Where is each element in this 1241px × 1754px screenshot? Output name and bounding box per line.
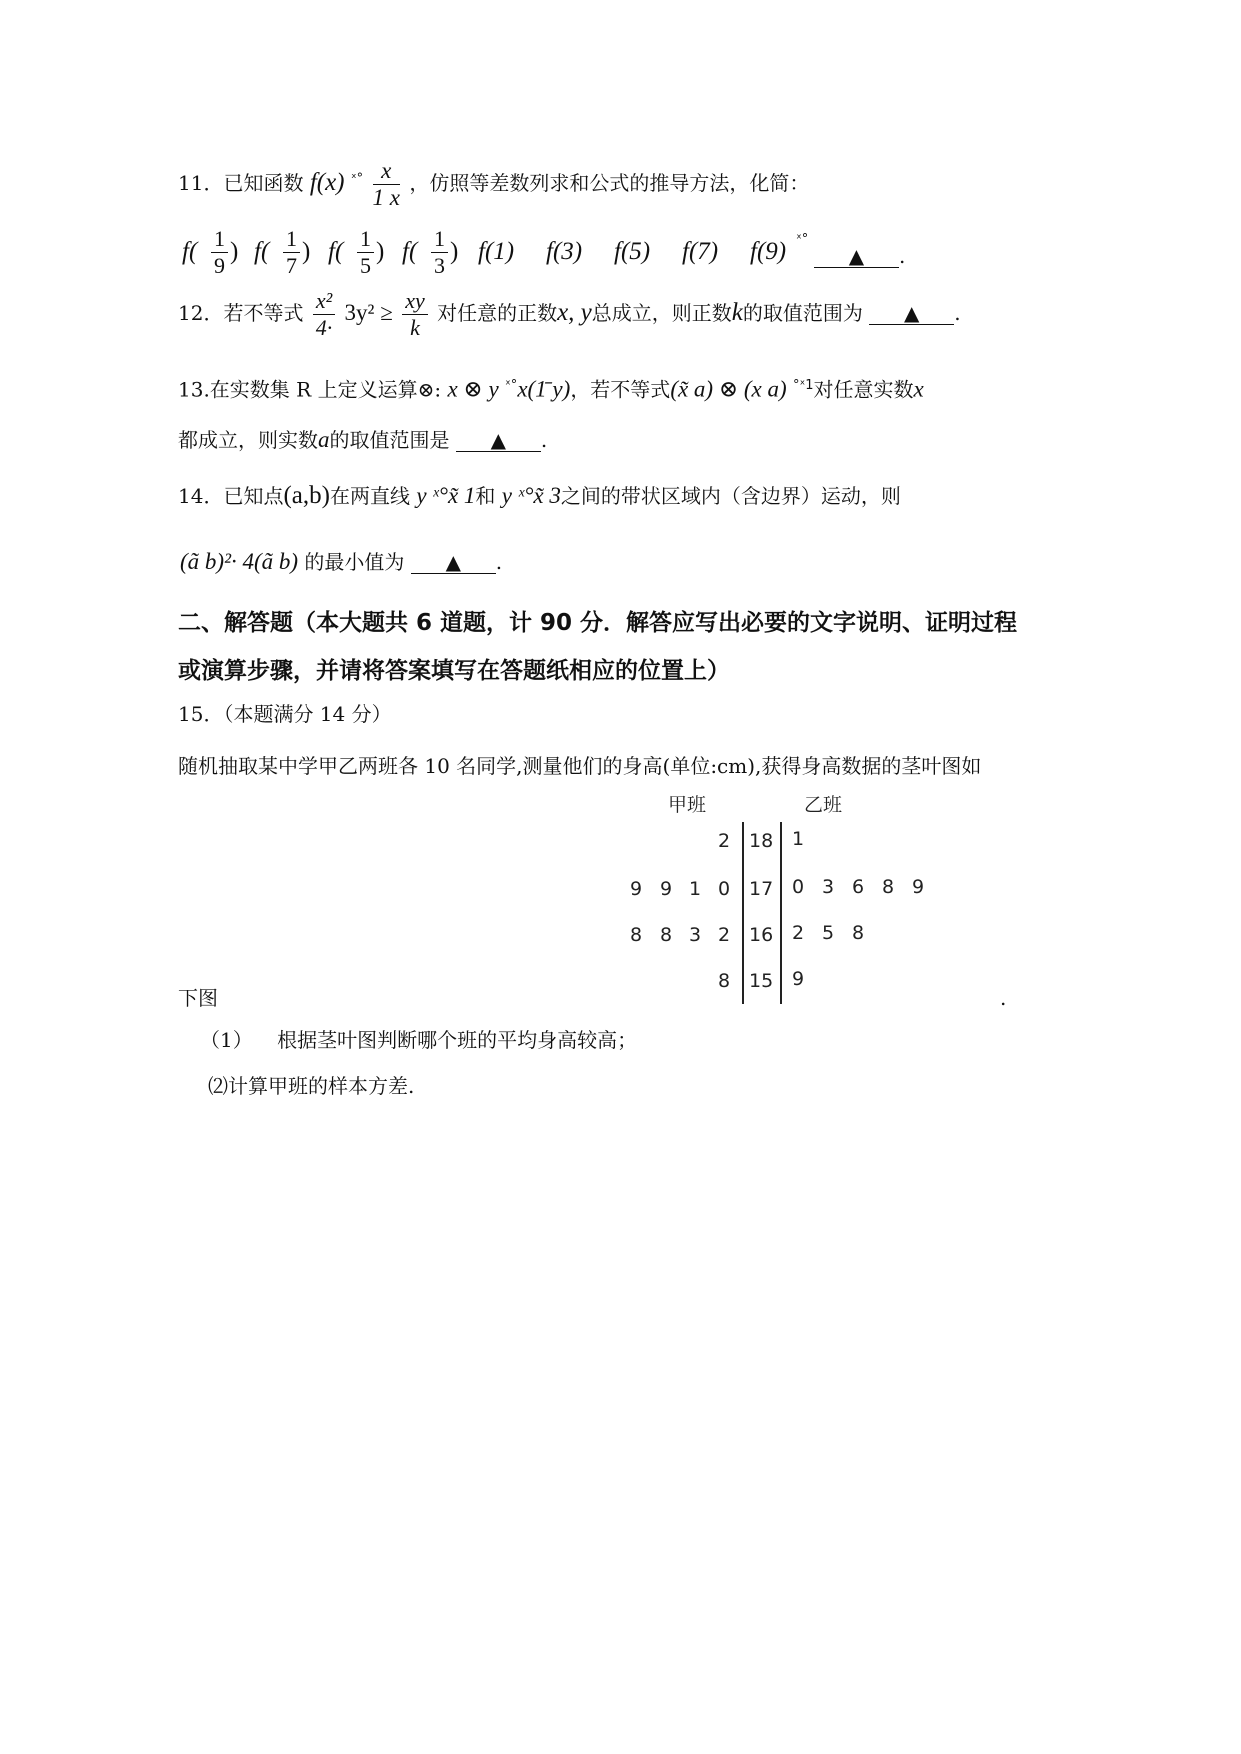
q13-text-c: ，若不等式 (570, 377, 671, 402)
q14-prefix: 已知点 (223, 484, 284, 508)
q13-expr3: (x̃ a) ⊗ (x a) (670, 376, 787, 402)
q13-text-b: : (434, 377, 442, 402)
q13-eq: ˣ° (505, 378, 518, 393)
q11-tail-term-4: f(7) (682, 238, 719, 265)
q11-prefix: 已知函数 (223, 171, 304, 195)
section2-heading-line1: 二、解答题（本大题共 6 道题，计 90 分．解答应写出必要的文字说明、证明过程 (178, 610, 1018, 636)
q11-term-3-close: ) (376, 238, 385, 265)
q11-tail-term-3: f(5) (614, 238, 651, 265)
q12-rhs-frac (402, 288, 428, 341)
leaf-right: 2 (792, 922, 805, 944)
q13-line2 (178, 426, 547, 454)
q12-lhs-num: x² (315, 288, 333, 313)
q12-prefix: 若不等式 (223, 301, 304, 325)
q14-line2 (180, 548, 502, 576)
q14-answer-blank: ▲ (411, 551, 496, 574)
leaf-right: 8 (852, 922, 865, 944)
stem-value: 17 (749, 878, 774, 900)
q15-sub1 (200, 1026, 637, 1054)
q11-tail-eq: ˣ° (796, 232, 809, 247)
q11-fraction (373, 158, 400, 211)
q14-line-a: y ˣ°x̃ 1 (416, 483, 476, 508)
q11-frac-num: x (373, 158, 400, 185)
leaf-left: 2 (718, 830, 731, 852)
leaf-left: 0 (718, 878, 731, 900)
q11-term-3-f: f( (328, 238, 344, 265)
q13-otimes: ⊗ (417, 377, 435, 402)
q11-tail-term-5: f(9) (750, 238, 787, 265)
q12-rhs-den: k (410, 315, 420, 340)
q12-lhs-den: 4· (313, 314, 335, 341)
leaf-left: 8 (630, 924, 643, 946)
q11-term-3-num: 1 (357, 226, 374, 253)
q14-text1: 在两直线 (329, 484, 410, 508)
q14-end: . (495, 550, 503, 574)
q11-term-2-f: f( (254, 238, 270, 265)
q11-number: 11． (178, 171, 224, 195)
q12-end: . (954, 301, 961, 325)
q15-intro-end: 下图 (178, 986, 218, 1010)
q12-vars: x, y (557, 299, 592, 326)
leaf-right: 6 (852, 876, 865, 898)
q11-term-1-frac (211, 226, 228, 279)
q11-tail-term-2: f(3) (546, 238, 583, 265)
q12-mid: 3y² ≥ (344, 300, 393, 325)
q15-intro: 随机抽取某中学甲乙两班各 10 名同学,测量他们的身高(单位:cm),获得身高数据的茎叶图如 (178, 754, 982, 778)
q15-sub2: ⑵计算甲班的样本方差. (208, 1074, 415, 1098)
stem-value: 18 (749, 830, 774, 852)
q15-sub1-text: 根据茎叶图判断哪个班的平均身高较高； (277, 1028, 638, 1052)
leaf-left: 2 (718, 924, 731, 946)
q13-line1 (178, 372, 924, 404)
q15-header: 15．（本题满分 14 分） (178, 702, 392, 726)
leaf-left: 8 (660, 924, 673, 946)
stem-value: 16 (749, 924, 774, 946)
q11-term-4-num: 1 (431, 226, 448, 253)
q11-func: f(x) (309, 169, 345, 196)
leaf-left: 9 (660, 878, 673, 900)
q14-and: 和 (475, 484, 496, 508)
q13-end: . (540, 428, 548, 452)
q13-text-d: 对任意实数 (813, 377, 914, 402)
leaf-right: 9 (912, 876, 925, 898)
q12-text2: 总成立，则正数 (591, 301, 732, 325)
q11-term-1-f: f( (182, 238, 198, 265)
q11-term-2-close: ) (302, 238, 311, 265)
q12-lhs-frac (313, 288, 335, 341)
stem-leaf-plot (600, 790, 1020, 1010)
q12-text1: 对任意的正数 (437, 301, 558, 325)
q11-term-2-frac (283, 226, 300, 279)
leaf-left: 3 (689, 924, 702, 946)
q13-x: x (913, 376, 924, 402)
q12-number: 12． (178, 301, 224, 325)
q14-point: (a,b) (283, 482, 330, 509)
q14-line1 (178, 482, 901, 510)
leaf-right: 1 (792, 828, 805, 850)
q12-line (178, 288, 961, 341)
q11-term-2-den: 7 (286, 253, 297, 278)
q11-term-1-close: ) (230, 238, 239, 265)
leaf-right: 5 (822, 922, 835, 944)
leaf-right: 8 (882, 876, 895, 898)
q11-frac-den: 1 x (372, 185, 400, 210)
q11-term-2-num: 1 (283, 226, 300, 253)
q13-a: a (318, 427, 330, 452)
q13-eq2: °ˣ1 (793, 378, 814, 393)
q11-term-4-close: ) (450, 238, 459, 265)
section2-heading-line2: 或演算步骤，并请将答案填写在答题纸相应的位置上） (178, 658, 730, 684)
stem-leaf-left-divider (742, 822, 744, 1004)
q11-eq: ˣ° (350, 171, 364, 187)
q11-term-3-frac (357, 226, 374, 279)
q12-rhs-num: xy (402, 288, 428, 315)
q12-answer-blank: ▲ (869, 302, 954, 325)
leaf-left: 1 (689, 878, 702, 900)
q13-text-f: 的取值范围是 (329, 428, 450, 452)
q11-term-4-f: f( (402, 238, 418, 265)
q12-k: k (731, 299, 743, 326)
q11-answer-blank: ▲ (814, 245, 899, 268)
stem-leaf-right-divider (780, 822, 782, 1004)
q14-expr: (ã b)²· 4(ã b) (180, 549, 299, 574)
leaf-right: 0 (792, 876, 805, 898)
stem-value: 15 (749, 970, 774, 992)
q11-term-4-frac (431, 226, 448, 279)
q13-expr1: x ⊗ y (447, 376, 499, 402)
q11-tail-term-1: f(1) (478, 238, 515, 265)
q11-end: . (899, 244, 906, 268)
q14-text2: 之间的带状区域内（含边界）运动，则 (560, 484, 901, 508)
q14-number: 14． (178, 484, 224, 508)
leaf-right: 9 (792, 968, 805, 990)
q13-answer-blank: ▲ (456, 429, 541, 452)
q14-line-b: y ˣ°x̃ 3 (501, 483, 561, 508)
stem-leaf-left-title: 甲班 (668, 794, 707, 816)
q11-term-3-den: 5 (360, 253, 371, 278)
leaf-left: 9 (630, 878, 643, 900)
q14-text3: 的最小值为 (304, 550, 405, 574)
q11-term-4-den: 3 (434, 253, 445, 278)
q11-term-1-den: 9 (214, 253, 225, 278)
q12-text3: 的取值范围为 (742, 301, 863, 325)
q11-suffix: ，仿照等差数列求和公式的推导方法，化简： (409, 171, 810, 195)
q15-trailing-dot: . (1000, 986, 1007, 1010)
leaf-left: 8 (718, 970, 731, 992)
q15-sub1-number: （1） (200, 1028, 253, 1052)
q11-answer-line (814, 242, 905, 270)
q11-term-1-num: 1 (211, 226, 228, 253)
q13-text-a: 13.在实数集 R 上定义运算 (178, 377, 418, 402)
q13-text-e: 都成立，则实数 (178, 428, 318, 452)
q11-line2 (182, 226, 942, 286)
q11-line1 (178, 158, 809, 211)
stem-leaf-right-title: 乙班 (804, 794, 843, 816)
q13-expr2: x(1̄ y) (517, 376, 571, 402)
leaf-right: 3 (822, 876, 835, 898)
